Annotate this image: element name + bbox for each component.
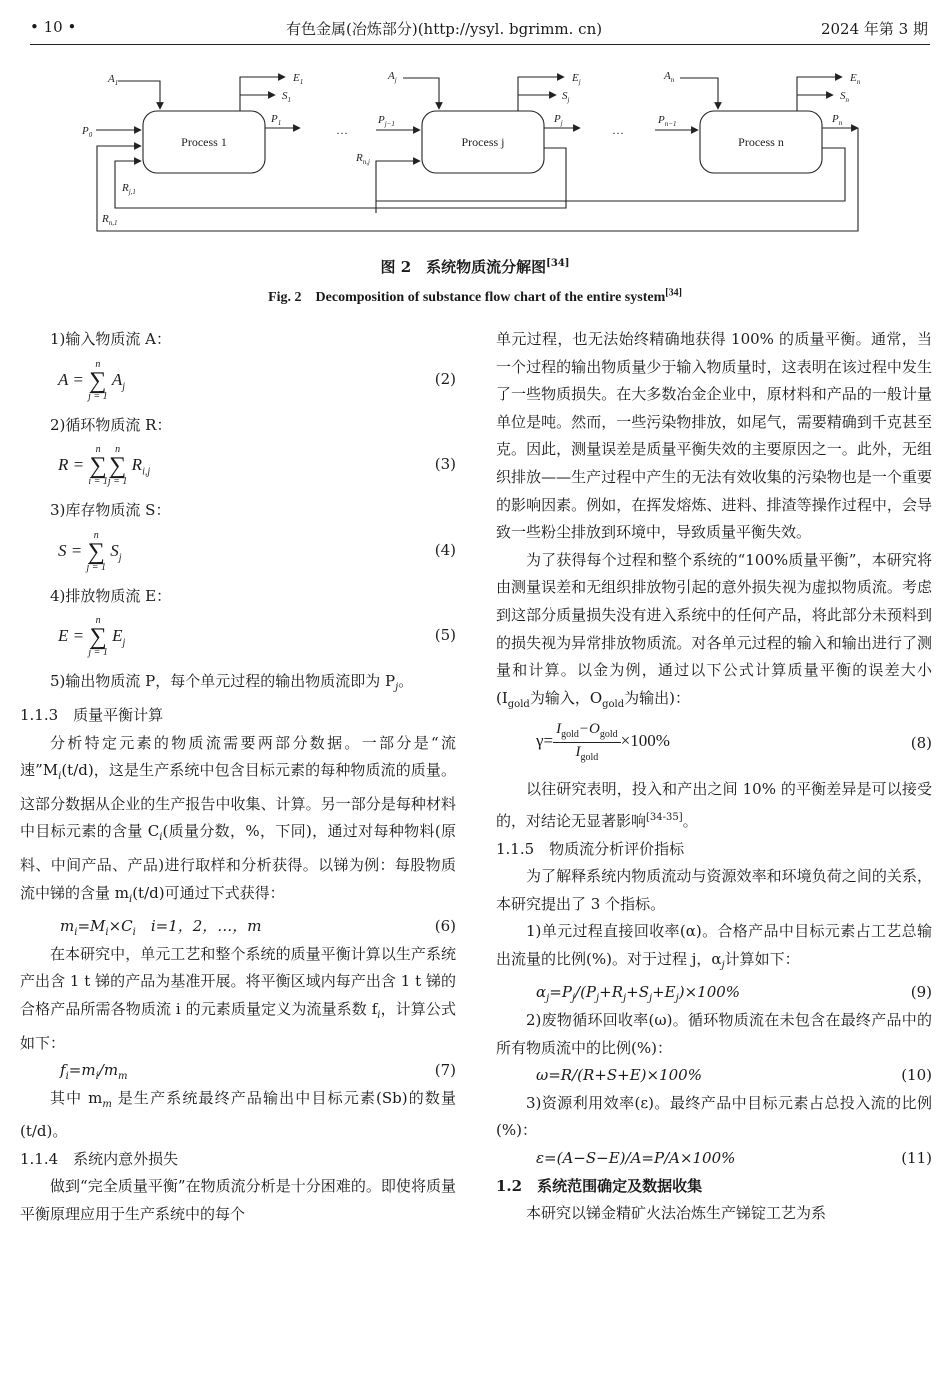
page-number: • 10 • bbox=[30, 18, 77, 36]
equation-11: ε=(A−S−E)/A=P/A×100% (11) bbox=[536, 1149, 932, 1168]
paragraph-final-product: 其中 $m_m$ 是生产系统最终产品输出中目标元素(Sb)的数量(t/d)。 bbox=[20, 1088, 456, 1141]
flow-label-p1: $P_1$ bbox=[271, 113, 282, 127]
flow-label-s1: $S_1$ bbox=[282, 90, 291, 104]
section-1-1-5: 1.1.5 物质流分析评价指标 bbox=[496, 839, 685, 858]
section-1-1-4: 1.1.4 系统内意外损失 bbox=[20, 1149, 179, 1168]
header-rule bbox=[30, 44, 930, 45]
flow-label-en: $E_n$ bbox=[850, 72, 861, 86]
section-1-1-3: 1.1.3 质量平衡计算 bbox=[20, 705, 164, 724]
flow-label-pjm1: $P_{j-1}$ bbox=[378, 114, 395, 128]
flow-label-pnm1: $P_{n-1}$ bbox=[658, 114, 677, 128]
right-column bbox=[496, 326, 932, 1228]
equation-9: $\alpha_j=P_j/(P_j+R_j+S_j+E_j)\times 100\%$ (9) bbox=[536, 983, 932, 1005]
paragraph-system-scope: 本研究以锑金精矿火法冶炼生产锑锭工艺为系 bbox=[526, 1204, 827, 1223]
equation-4: S = n ∑ j = 1 $S_j$ (4) bbox=[58, 529, 456, 573]
item-stock-flow: 3)库存物质流 S： bbox=[50, 501, 171, 520]
figure-caption-cn: 图 2 系统物质流分解图[34] bbox=[380, 258, 570, 276]
paragraph-indicators: 为了解释系统内物质流动与资源效率和环境负荷之间的关系，本研究提出了 3 个指标。 bbox=[496, 867, 932, 913]
ellipsis-2: … bbox=[612, 123, 624, 137]
equation-7: $f_i=m_i/m_m$ (7) bbox=[60, 1061, 456, 1083]
item-output-flow: 5)输出物质流 P，每个单元过程的输出物质流即为 $P_j$。 bbox=[50, 672, 414, 694]
flow-label-rj1: $R_{j,1}$ bbox=[122, 182, 136, 196]
ellipsis-1: … bbox=[336, 123, 348, 137]
item-input-flow: 1)输入物质流 A： bbox=[50, 330, 171, 348]
flow-label-rnj: $R_{n,j}$ bbox=[356, 152, 370, 166]
flow-label-pn: $P_n$ bbox=[832, 113, 843, 127]
flow-label-rn1: $R_{n,1}$ bbox=[102, 213, 118, 227]
issue-label: 2024 年第 3 期 bbox=[820, 20, 928, 38]
flow-label-sn: $S_n$ bbox=[840, 90, 849, 104]
flow-label-p0: $P_0$ bbox=[82, 125, 93, 139]
journal-title: 有色金属(冶炼部分)(http://ysyl. bgrimm. cn) bbox=[286, 20, 603, 38]
paragraph-mass-balance: 分析特定元素的物质流需要两部分数据。一部分是“流速$”M_i(t/d)$，这是生产系统中包含目标元素的每种物质流的质量。这部分数据从企业的生产报告中收集、计算。另一部分是每种材料中目标元素的含量 $C_i$(质量分数，%，下同)，通过对每种物料(原料、中间产品、产品)进行取样和分析获得。以锑为例：每股物质流中锑的含量 $m_i(t/d)$可通过下式获得： bbox=[20, 733, 457, 905]
process-j-label: Process j bbox=[461, 135, 505, 149]
process-n-label: Process n bbox=[738, 135, 784, 149]
section-1-2: 1.2 系统范围确定及数据收集 bbox=[496, 1176, 703, 1195]
paragraph-resource-efficiency: 3)资源利用效率(ε)。最终产品中目标元素占总投入流的比例(%)： bbox=[496, 1093, 932, 1140]
item-emission-flow: 4)排放物质流 E： bbox=[50, 586, 172, 605]
paragraph-flow-coefficient: 在本研究中，单元工艺和整个系统的质量平衡计算以生产系统产出含 1 t 锑的产品为基准开展。将平衡区域内每产出含 1 t 锑的合格产品所需各物质流 i 的元素质量定义为流量系数 $f_i$，计算公式如下： bbox=[20, 944, 456, 1052]
paragraph-unexpected-loss: 做到“完全质量平衡”在物质流分析是十分困难的。即使将质量平衡原理应用于生产系统中的每个 bbox=[20, 1177, 456, 1224]
flow-label-aj: $A_j$ bbox=[388, 70, 397, 84]
equation-10: ω=R/(R+S+E)×100% (10) bbox=[536, 1066, 932, 1085]
equation-5: E = n ∑ j = 1 $E_j$ (5) bbox=[58, 615, 456, 659]
flow-label-pj: $P_j$ bbox=[554, 113, 563, 127]
flow-label-e1: $E_1$ bbox=[293, 72, 304, 86]
equation-2: A = n ∑ j = 1 $A_j$ (2) bbox=[58, 358, 456, 402]
paragraph-recovery-rate: 1)单元过程直接回收率(α)。合格产品中目标元素占工艺总输出流量的比例(%)。对于过程 j，$\alpha_j$计算如下： bbox=[496, 922, 932, 971]
paragraph-waste-recycling: 2)废物循环回收率(ω)。循环物质流在未包含在最终产品中的所有物质流中的比例(%)： bbox=[496, 1011, 932, 1057]
process-1-label: Process 1 bbox=[181, 135, 227, 149]
equation-3: R = n ∑ i = 1n ∑ j = 1 $R_{i,j}$ (3) bbox=[58, 444, 456, 488]
flow-label-a1: $A_1$ bbox=[108, 73, 119, 87]
flow-diagram bbox=[0, 48, 950, 248]
left-column bbox=[20, 326, 456, 1229]
paragraph-virtual-flow: 为了获得每个过程和整个系统的“100%质量平衡”，本研究将由测量误差和无组织排放物引起的意外损失视为虚拟物质流。考虑到这部分质量损失没有进入系统中的任何产品，将此部分未预料到的损失视为异常排放物质流。对各单元过程的输入和输出进行了测量和计算。以金为例，通过以下公式计算质量平衡的误差大小($I_{gold}$为输入，$O_{gold}$为输出)： bbox=[496, 550, 932, 710]
item-recycle-flow: 2)循环物质流 R： bbox=[50, 415, 172, 434]
paragraph-balance-tolerance: 以往研究表明，投入和产出之间 10% 的平衡差异是可以接受的，对结论无显著影响[34-35]。 bbox=[496, 780, 932, 830]
flow-label-sj: $S_j$ bbox=[562, 90, 570, 104]
paragraph-loss-continued: 单元过程，也无法始终精确地获得 100% 的质量平衡。通常，当一个过程的输出物质量少于输入物质量时，这表明在该过程中发生了一些物质损失。在大多数冶金企业中，原材料和产品的一般计量单位是吨。然而，一些污染物排放，如尾气，需要精确到千克甚至克。因此，测量误差是质量平衡失效的主要原因之一。此外，无组织排放——生产过程中产生的无法有效收集的污染物也是一个重要的影响因素。例如，在挥发熔炼、进料、排渣等操作过程中，会导致一些粉尘排放到环境中，导致质量平衡失效。 bbox=[496, 330, 932, 542]
figure-caption-en: Fig. 2 Decomposition of substance flow chart of the entire system[34] bbox=[268, 287, 682, 305]
flow-label-ej: $E_j$ bbox=[572, 72, 581, 86]
equation-6: $m_i=M_i\times C_i$ i=1，2，…，m (6) bbox=[60, 917, 456, 939]
equation-8: γ= $\frac{I_{gold}-O_{gold}}{I_{gold}}$ ×100% (8) bbox=[536, 721, 932, 763]
flow-label-an: $A_n$ bbox=[664, 70, 675, 84]
